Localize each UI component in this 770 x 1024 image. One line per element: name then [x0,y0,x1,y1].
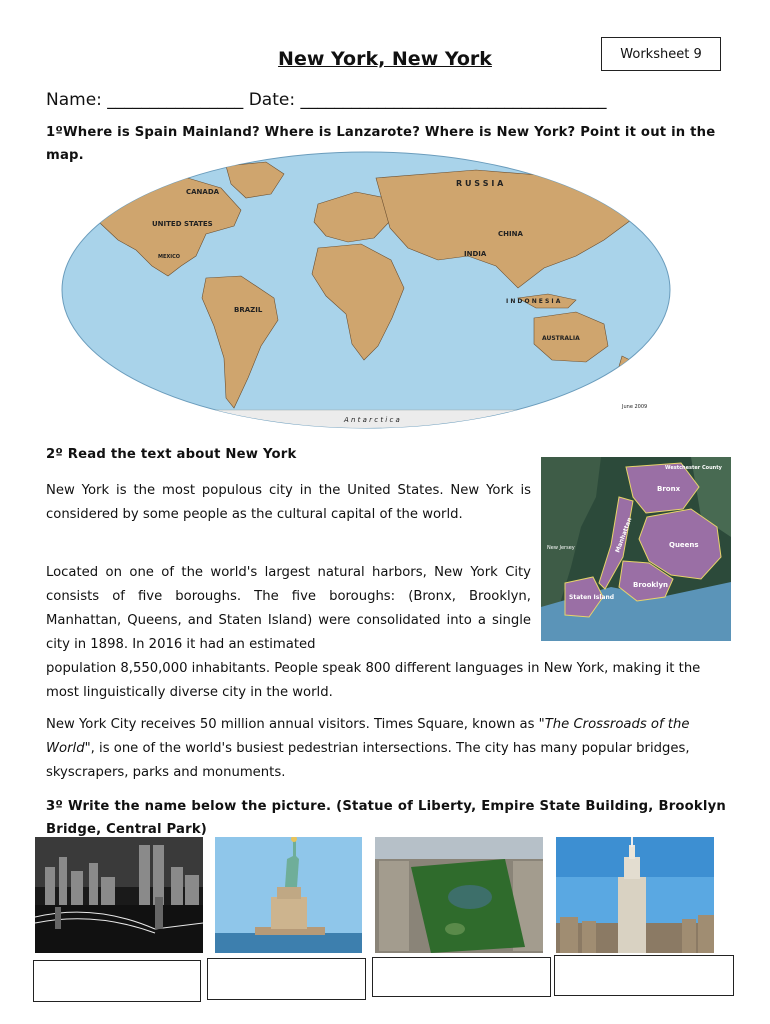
antarctica-shape [56,410,676,440]
central-park-photo [375,837,543,953]
brooklyn-bridge-photo [35,837,203,953]
label-brazil: BRAZIL [234,306,263,314]
label-antarctica: A n t a r c t i c a [344,416,400,424]
question-2: 2º Read the text about New York [46,447,297,462]
label-india: INDIA [464,250,487,258]
nyc-boroughs-map [541,457,731,641]
answer-box-3[interactable] [372,957,551,997]
label-bronx: Bronx [657,485,681,493]
paragraph-2-part-2: population 8,550,000 inhabitants. People speak 800 different languages in New York, making it the most linguistically diverse city in the world. [46,661,701,700]
empire-state-building-photo [556,837,714,953]
label-new-jersey: New Jersey [547,545,575,551]
answer-box-1[interactable] [33,960,201,1002]
label-china: CHINA [498,230,523,238]
label-queens: Queens [669,541,699,549]
label-brooklyn: Brooklyn [633,581,669,589]
worksheet-number-box: Worksheet 9 [601,37,721,71]
paragraph-2-part-1: Located on one of the world's largest natural harbors, New York City consists of five boroughs. The five boroughs: (Bronx, Brooklyn, Manhattan, Queens, and Staten Island) were consolidated into a single city in 1898. In 2016 it had an estimated [46,565,531,652]
label-mexico: MEXICO [158,254,181,260]
answer-box-4[interactable] [554,955,734,996]
paragraph-1: New York is the most populous city in the United States. New York is considered by some people as the cultural capital of the world. [46,483,531,522]
label-russia: R U S S I A [456,179,504,188]
answer-box-2[interactable] [207,958,366,1000]
question-3: 3º Write the name below the picture. (Statue of Liberty, Empire State Building, Brooklyn Bridge, Central Park) [46,799,726,837]
label-australia: AUSTRALIA [542,335,580,342]
worksheet-title: New York, New York [278,48,492,70]
label-canada: CANADA [186,188,220,196]
label-staten-island: Staten Island [569,594,615,601]
label-united-states: UNITED STATES [152,220,213,228]
crossroads-quote: The Crossroads of the World [46,717,690,756]
label-indonesia: I N D O N E S I A [506,298,561,305]
label-manhattan: Manhattan [614,516,634,554]
map-date: June 2009 [622,404,648,410]
question-1: 1ºWhere is Spain Mainland? Where is Lanzarote? Where is New York? Point it out in the map. [46,125,716,163]
label-westchester: Westchester County [665,465,722,471]
statue-of-liberty-photo [215,837,362,953]
name-date-line: Name: ________________ Date: ____________________________________ [46,90,607,110]
paragraph-3: New York City receives 50 million annual visitors. Times Square, known as "The Crossroads of the World", is one of the world's busiest pedestrian intersections. The city has many popular bridges, skyscrapers, parks and monuments. [46,717,690,780]
world-map [56,148,676,440]
